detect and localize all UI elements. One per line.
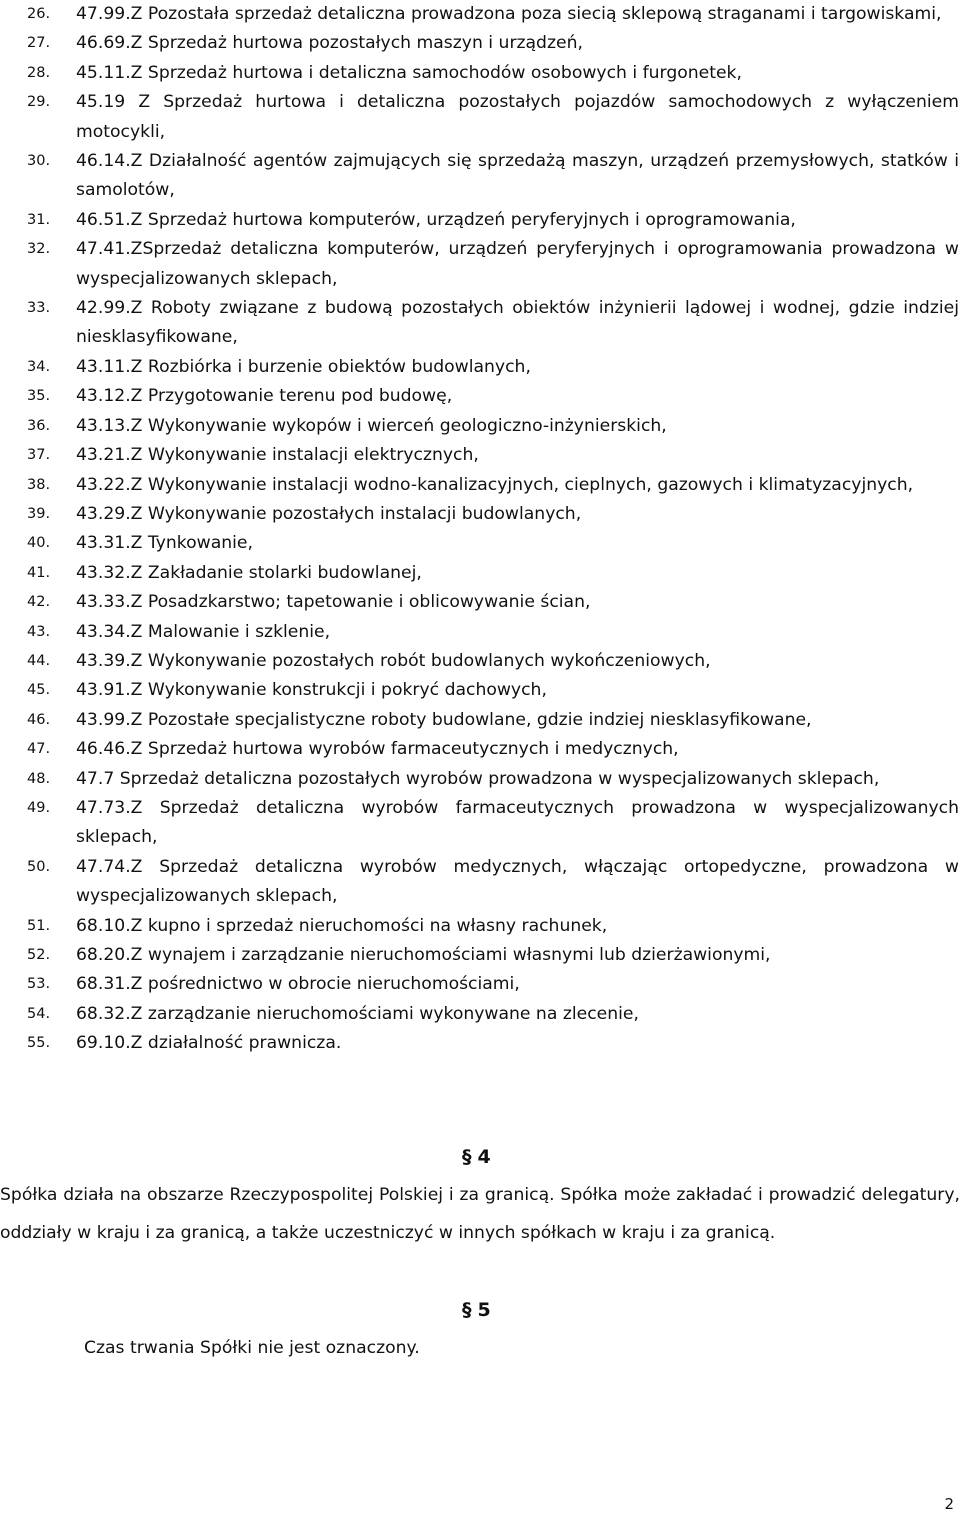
item-text: 43.11.Z Rozbiórka i burzenie obiektów budowlanych, — [76, 356, 531, 377]
item-text: 47.73.Z Sprzedaż detaliczna wyrobów farmaceutycznych prowadzona w wyspecjalizowanych sklepach, — [76, 797, 959, 848]
item-text: 68.20.Z wynajem i zarządzanie nieruchomościami własnymi lub dzierżawionymi, — [76, 945, 771, 965]
item-number: 34. — [27, 358, 51, 375]
list-item — [27, 206, 959, 235]
item-number: 38. — [27, 476, 51, 493]
item-text: 46.14.Z Działalność agentów zajmujących się sprzedażą maszyn, urządzeń przemysłowych, statków i samolotów, — [76, 151, 959, 201]
item-number: 40. — [27, 535, 51, 552]
item-number: 55. — [27, 1035, 51, 1052]
list-item — [27, 735, 959, 764]
item-text: 43.99.Z Pozostałe specjalistyczne roboty budowlane, gdzie indziej niesklasyfikowane, — [76, 709, 812, 730]
list-item — [27, 412, 959, 441]
item-number: 36. — [27, 417, 51, 434]
item-number: 49. — [27, 799, 51, 816]
item-text: 43.32.Z Zakładanie stolarki budowlanej, — [76, 562, 422, 583]
section-sign-icon: § — [462, 1146, 472, 1168]
list-item — [27, 647, 959, 676]
section-4-paragraph: Spółka działa na obszarze Rzeczypospolitej Polskiej i za granicą. Spółka może zakładać i prowadzić delegatury, oddziały w kraju i za granicą, a także uczestniczyć w innych spółkach w kraju i za granicą. — [0, 1185, 960, 1243]
item-text: 46.51.Z Sprzedaż hurtowa komputerów, urządzeń peryferyjnych i oprogramowania, — [76, 209, 796, 230]
list-item — [27, 941, 959, 970]
list-item — [27, 853, 959, 912]
list-item — [27, 794, 959, 853]
list-item — [27, 1029, 959, 1058]
item-number: 37. — [27, 447, 51, 464]
item-text: 68.10.Z kupno i sprzedaż nieruchomości na własny rachunek, — [76, 915, 608, 936]
list-item — [27, 29, 959, 58]
list-item — [27, 706, 959, 735]
section-5-paragraph: Czas trwania Spółki nie jest oznaczony. — [84, 1338, 420, 1358]
list-item — [27, 235, 959, 294]
list-item — [27, 500, 959, 529]
item-text: 43.13.Z Wykonywanie wykopów i wierceń geologiczno-inżynierskich, — [76, 415, 667, 436]
item-text: 46.69.Z Sprzedaż hurtowa pozostałych maszyn i urządzeń, — [76, 33, 583, 54]
item-number: 46. — [27, 711, 51, 728]
item-text: 43.21.Z Wykonywanie instalacji elektrycznych, — [76, 445, 479, 466]
list-item — [27, 529, 959, 558]
item-number: 28. — [27, 64, 51, 81]
list-item — [27, 471, 959, 500]
item-text: 45.11.Z Sprzedaż hurtowa i detaliczna samochodów osobowych i furgonetek, — [76, 62, 742, 83]
item-number: 26. — [27, 6, 51, 22]
list-item — [27, 441, 959, 470]
item-number: 53. — [27, 976, 51, 993]
list-item — [27, 294, 959, 353]
page-number: 2 — [944, 1495, 954, 1513]
activity-list — [27, 0, 959, 1059]
item-number: 27. — [27, 35, 51, 52]
item-number: 32. — [27, 241, 51, 258]
item-text: 46.46.Z Sprzedaż hurtowa wyrobów farmaceutycznych i medycznych, — [76, 739, 679, 760]
list-item — [27, 1000, 959, 1029]
list-item — [27, 970, 959, 999]
item-number: 31. — [27, 211, 51, 228]
list-item — [27, 0, 959, 29]
item-text: 47.41.ZSprzedaż detaliczna komputerów, urządzeń peryferyjnych i oprogramowania prowadzona w wyspecjalizowanych sklepach, — [76, 239, 959, 289]
item-number: 44. — [27, 652, 51, 669]
item-text: 43.39.Z Wykonywanie pozostałych robót budowlanych wykończeniowych, — [76, 650, 711, 671]
item-text: 45.19 Z Sprzedaż hurtowa i detaliczna pozostałych pojazdów samochodowych z wyłączeniem motocykli, — [76, 92, 959, 142]
item-text: 43.22.Z Wykonywanie instalacji wodno-kanalizacyjnych, cieplnych, gazowych i klimatyzacyjnych, — [76, 474, 914, 495]
item-number: 54. — [27, 1005, 51, 1022]
list-item — [27, 765, 959, 794]
item-number: 52. — [27, 947, 51, 963]
item-number: 29. — [27, 94, 51, 111]
item-text: 43.12.Z Przygotowanie terenu pod budowę, — [76, 386, 453, 407]
item-number: 30. — [27, 153, 51, 170]
list-item — [27, 618, 959, 647]
list-item — [27, 588, 959, 617]
section-number: 4 — [477, 1146, 491, 1168]
item-text: 43.34.Z Malowanie i szklenie, — [76, 621, 331, 642]
item-number: 41. — [27, 564, 51, 581]
item-text: 42.99.Z Roboty związane z budową pozostałych obiektów inżynierii lądowej i wodnej, gdzie indziej niesklasyfikowane, — [76, 298, 959, 348]
list-item — [27, 353, 959, 382]
item-number: 47. — [27, 741, 51, 758]
item-number: 51. — [27, 917, 51, 934]
item-text: 47.99.Z Pozostała sprzedaż detaliczna prowadzona poza siecią sklepową straganami i targowiskami, — [76, 4, 942, 24]
list-item — [27, 382, 959, 411]
item-text: 69.10.Z działalność prawnicza. — [76, 1033, 342, 1054]
item-number: 45. — [27, 682, 51, 699]
item-number: 35. — [27, 388, 51, 405]
list-item — [27, 559, 959, 588]
list-item — [27, 59, 959, 88]
section-5-heading — [462, 1298, 491, 1322]
item-text: 47.7 Sprzedaż detaliczna pozostałych wyrobów prowadzona w wyspecjalizowanych sklepach, — [76, 768, 880, 789]
item-number: 50. — [27, 858, 51, 875]
item-text: 43.31.Z Tynkowanie, — [76, 533, 253, 554]
item-text: 43.33.Z Posadzkarstwo; tapetowanie i oblicowywanie ścian, — [76, 592, 591, 613]
item-number: 48. — [27, 770, 51, 787]
item-number: 39. — [27, 505, 51, 522]
list-item — [27, 912, 959, 941]
item-text: 43.29.Z Wykonywanie pozostałych instalacji budowlanych, — [76, 503, 582, 524]
item-number: 42. — [27, 594, 51, 611]
section-number: 5 — [477, 1299, 491, 1321]
item-number: 43. — [27, 623, 51, 640]
list-item — [27, 147, 959, 206]
item-number: 33. — [27, 300, 51, 317]
item-text: 68.32.Z zarządzanie nieruchomościami wykonywane na zlecenie, — [76, 1003, 639, 1024]
section-sign-icon: § — [462, 1299, 472, 1321]
section-4-heading — [462, 1145, 491, 1169]
list-item — [27, 88, 959, 147]
item-text: 43.91.Z Wykonywanie konstrukcji i pokryć dachowych, — [76, 680, 547, 701]
item-text: 47.74.Z Sprzedaż detaliczna wyrobów medycznych, włączając ortopedyczne, prowadzona w wyspecjalizowanych sklepach, — [76, 856, 959, 907]
list-item — [27, 676, 959, 705]
item-text: 68.31.Z pośrednictwo w obrocie nieruchomościami, — [76, 974, 520, 995]
